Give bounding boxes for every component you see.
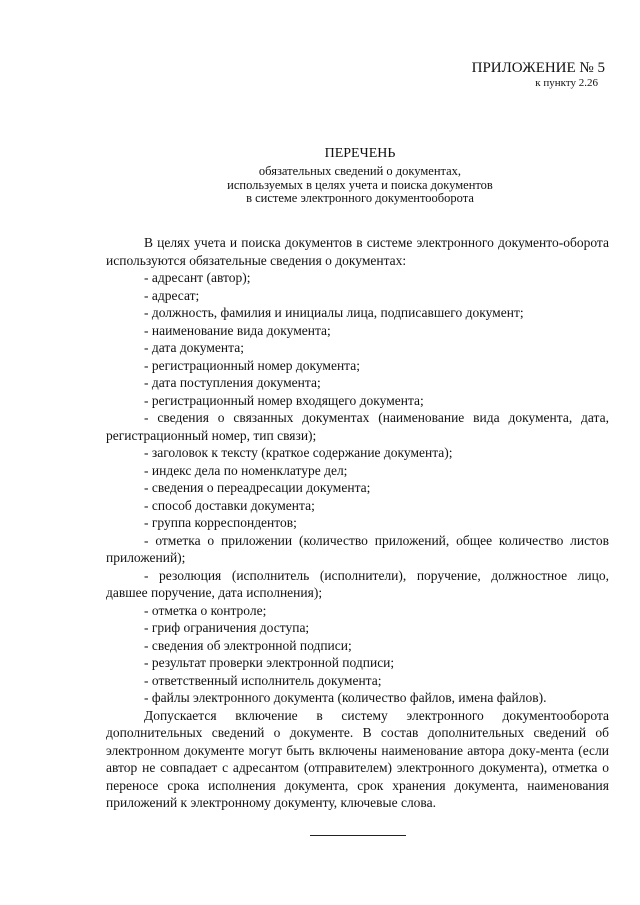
list-item: - результат проверки электронной подписи; <box>144 655 395 670</box>
list-item: - отметка о контроле; <box>144 602 267 618</box>
list-item: - дата поступления документа; <box>144 375 321 390</box>
appendix-subtitle: к пункту 2.26 <box>535 77 598 89</box>
list-item: - регистрационный номер документа; <box>144 357 360 373</box>
required-fields-list <box>106 269 609 707</box>
list-item: - сведения о переадресации документа; <box>144 480 371 495</box>
list-item: - адресат; <box>144 287 200 303</box>
heading-title: ПЕРЕЧЕНЬ <box>324 146 396 161</box>
list-item: - дата документа; <box>144 340 244 355</box>
heading-line: используемых в целях учета и поиска документов <box>227 177 493 192</box>
list-item: - гриф ограничения доступа; <box>144 620 310 635</box>
document-body <box>106 234 609 812</box>
heading-line: в системе электронного документооборота <box>246 191 474 205</box>
closing-paragraph: Допускается включение в систему электронного документооборота дополнительных сведений о документе. В состав дополнительных сведений об электронном документе могут быть включены наименование автора доку-мента (если автор не совпадает с адресантом (отправителем) электронного документа), отметка о переносе срока исполнения документа, срок хранения документа, наименования приложений к электронному документу, ключевые слова. <box>106 707 609 810</box>
list-item: - файлы электронного документа (количество файлов, имена файлов). <box>144 690 547 705</box>
heading-line: обязательных сведений о документах, <box>258 164 462 178</box>
list-item: - сведения об электронной подписи; <box>144 637 352 653</box>
list-item: - индекс дела по номенклатуре дел; <box>144 462 348 478</box>
list-item: - ответственный исполнитель документа; <box>144 672 382 688</box>
list-item: - адресант (автор); <box>144 270 251 285</box>
appendix-block <box>472 60 605 90</box>
list-item: - регистрационный номер входящего документа; <box>144 392 424 408</box>
list-item: - заголовок к тексту (краткое содержание документа); <box>144 445 453 460</box>
intro-paragraph: В целях учета и поиска документов в системе электронного документо-оборота используются обязательные сведения о документах: <box>106 235 609 268</box>
list-item: - способ доставки документа; <box>144 497 315 513</box>
list-item: - наименование вида документа; <box>144 322 331 338</box>
list-item: - должность, фамилия и инициалы лица, подписавшего документ; <box>144 305 524 320</box>
list-item: - резолюция (исполнитель (исполнители), поручение, должностное лицо, давшее поручение, дата исполнения); <box>106 567 609 600</box>
list-item: - отметка о приложении (количество приложений, общее количество листов приложений); <box>106 532 609 565</box>
list-item: - группа корреспондентов; <box>144 515 297 530</box>
list-heading <box>85 146 635 206</box>
end-divider <box>310 835 406 836</box>
list-item: - сведения о связанных документах (наименование вида документа, дата, регистрационный номер, тип связи); <box>106 410 609 443</box>
appendix-title: ПРИЛОЖЕНИЕ № 5 <box>471 60 605 76</box>
